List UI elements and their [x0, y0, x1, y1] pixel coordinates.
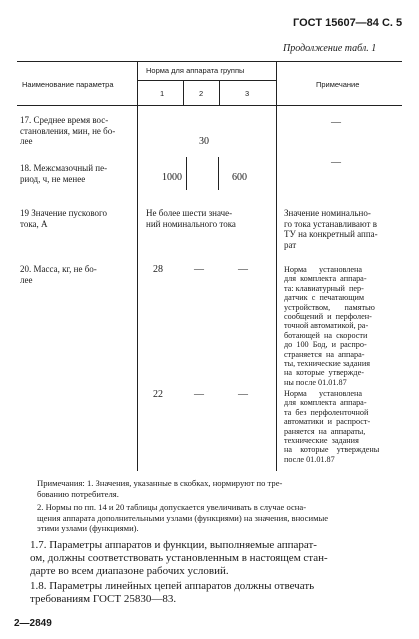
table-row-20-group-1-a: 28	[153, 264, 163, 275]
table-row-18-note: —	[331, 157, 341, 168]
table-row-19-note: Значение номинально- го тока устанавливают в ТУ на конкретный аппа- рат	[284, 208, 378, 250]
column-header-note: Примечание	[316, 80, 360, 89]
table-row-17-param: 17. Среднее время вос- становления, мин, не бо- лее	[20, 115, 116, 146]
table-row-20-param: 20. Масса, кг, не бо- лее	[20, 264, 97, 285]
table-row-18-group-1: 1000	[162, 172, 182, 183]
table-row-19-value: Не более шести значе- ний номинального тока	[146, 208, 236, 229]
page-footer-code: 2—2849	[14, 618, 52, 629]
table-row-18-param: 18. Межсмазочный пе- риод, ч, не менее	[20, 163, 108, 184]
table-row-20-group-2-a: —	[194, 264, 204, 275]
paragraph-1-7: 1.7. Параметры аппаратов и функции, выполняемые аппарат- ом, должны соответствовать установленным в настоящем стан- дарте во всем диапазоне рабочих условий.	[30, 539, 328, 577]
column-header-group-3: 3	[245, 89, 250, 98]
column-header-group-1: 1	[160, 89, 165, 98]
paragraph-1-8: 1.8. Параметры линейных цепей аппаратов должны отвечать требованиям ГОСТ 25830—83.	[30, 580, 315, 605]
table-row-20-group-1-b: 22	[153, 389, 163, 400]
column-header-parameter: Наименование параметра	[22, 80, 114, 89]
column-header-group-2: 2	[199, 89, 204, 98]
column-header-norm: Норма для аппарата группы	[146, 66, 245, 75]
table-row-20-group-2-b: —	[194, 389, 204, 400]
table-row-20-note-b: Норма установлена для комплекта аппара- та без перфоленточной автоматики и распрост- раняется на аппараты, технические задания на которые утверждены после 01.01.87	[284, 389, 380, 464]
table-row-19-param: 19 Значение пускового тока, А	[20, 208, 107, 229]
table-row-20-group-3-a: —	[238, 264, 248, 275]
table-continuation-label: Продолжение табл. 1	[283, 43, 377, 54]
table-row-20-note-a: Норма установлена для комплекта аппара- та: клавиатурный пер- датчик с печатающим устройством, памятью сообщений и перфолен- точной автоматикой, ра- ботающей на скорости до 100 Бод, и распро- страняется на аппара- ты, технические задания на которые утвержде- ны после 01.01.87	[284, 265, 375, 387]
table-row-17-value: 30	[199, 136, 209, 147]
table-row-20-group-3-b: —	[238, 389, 248, 400]
table-notes-2: 2. Нормы по пп. 14 и 20 таблицы допускается увеличивать в случае осна- щения аппарата дополнительными узлами (функциями) на значения, вносимые этими узлами (функциями).	[37, 502, 329, 533]
table-row-17-note: —	[331, 117, 341, 128]
table-notes-1: Примечания: 1. Значения, указанные в скобках, нормируют по тре- бованию потребителя.	[37, 478, 283, 499]
standard-header: ГОСТ 15607—84 С. 5	[293, 17, 403, 29]
table-row-18-group-3: 600	[232, 172, 247, 183]
